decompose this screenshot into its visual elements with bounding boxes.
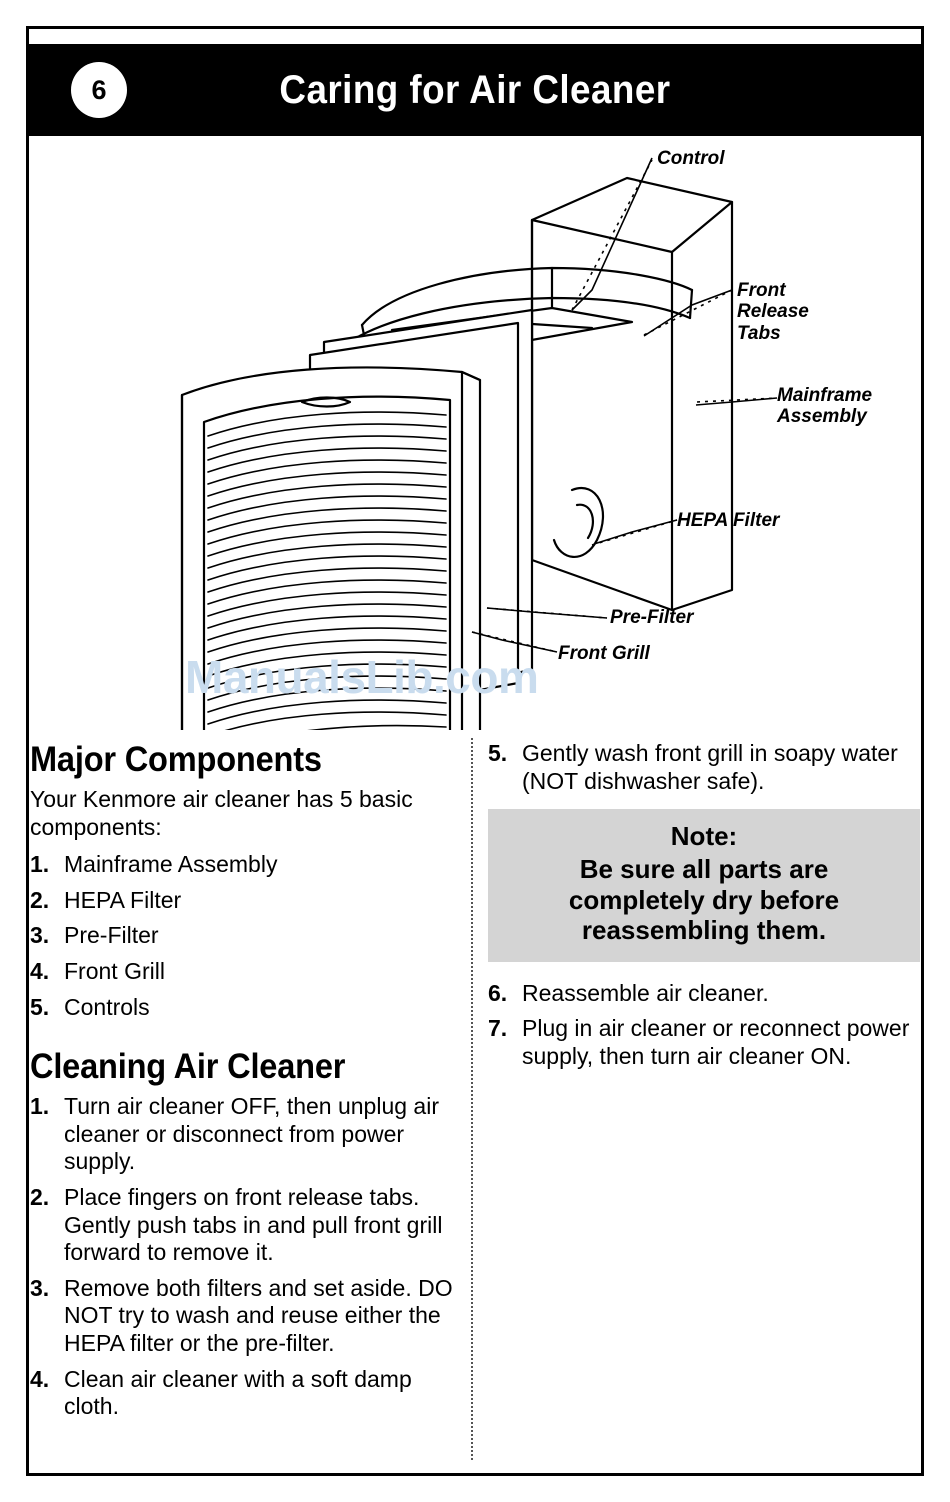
- page-header: [29, 44, 921, 136]
- callout-front-release-tabs-line3: Tabs: [737, 322, 781, 344]
- right-column: [488, 740, 920, 1079]
- callout-front-release-tabs: [737, 280, 809, 344]
- callout-hepa-filter: HEPA Filter: [677, 510, 780, 531]
- list-item-number: 4.: [30, 1365, 50, 1392]
- list-item-text: Turn air cleaner OFF, then unplug air cleaner or disconnect from power supply.: [64, 1093, 439, 1175]
- callout-front-release-tabs-line1: Front: [737, 280, 786, 301]
- list-item: [30, 1093, 460, 1176]
- callout-mainframe-line2: Assembly: [777, 406, 867, 428]
- list-item-number: 2.: [30, 886, 50, 913]
- list-item-text: HEPA Filter: [64, 886, 182, 913]
- note-line-2: completely dry before: [568, 884, 840, 915]
- list-item-text: Remove both filters and set aside. DO NOT try to wash and reuse either the HEPA filter or the pre-filter.: [64, 1274, 453, 1356]
- page-number-badge: 6: [71, 62, 127, 118]
- cleaning-steps-list: [30, 1093, 460, 1421]
- list-item-text: Place fingers on front release tabs. Gently push tabs in and pull front grill forward to remove it.: [64, 1183, 443, 1266]
- list-item-number: 4.: [30, 957, 50, 984]
- air-cleaner-exploded-diagram: [32, 140, 918, 730]
- list-item-number: 6.: [488, 979, 508, 1006]
- list-item: [30, 958, 460, 986]
- column-divider: [471, 738, 473, 1460]
- watermark: ManualsLib.com: [185, 651, 539, 703]
- list-item-number: 3.: [30, 922, 50, 949]
- cleaning-steps-final-list: [488, 980, 920, 1071]
- list-item: [30, 887, 460, 915]
- list-item-text: Mainframe Assembly: [64, 851, 278, 878]
- callout-control: Control: [657, 148, 725, 169]
- left-column: [30, 740, 460, 1429]
- cleaning-steps-continued-list: [488, 740, 920, 795]
- list-item: [488, 980, 920, 1008]
- callout-front-release-tabs-line2: Release: [737, 301, 809, 323]
- list-item: [30, 1275, 460, 1358]
- list-item: [30, 1184, 460, 1267]
- list-item-number: 3.: [30, 1274, 50, 1301]
- note-line-3: reassembling them.: [581, 915, 827, 946]
- list-item: [30, 994, 460, 1022]
- major-components-list: [30, 851, 460, 1021]
- list-item-number: 2.: [30, 1183, 50, 1210]
- air-cleaner-line-drawing: [32, 140, 918, 730]
- list-item-number: 7.: [488, 1015, 508, 1042]
- list-item-text: Gently wash front grill in soapy water (NOT dishwasher safe).: [522, 740, 898, 794]
- list-item-number: 1.: [30, 1093, 50, 1120]
- note-label: Note:: [670, 821, 738, 852]
- major-components-intro: Your Kenmore air cleaner has 5 basic components:: [30, 786, 413, 840]
- callout-pre-filter: Pre-Filter: [610, 607, 694, 628]
- page-title: Caring for Air Cleaner: [279, 67, 671, 112]
- list-item-number: 5.: [30, 993, 50, 1020]
- list-item-text: Pre-Filter: [64, 922, 159, 949]
- callout-front-grill: Front Grill: [558, 643, 650, 664]
- list-item: [30, 851, 460, 879]
- note-box: [488, 809, 920, 962]
- cleaning-air-cleaner-heading: Cleaning Air Cleaner: [30, 1047, 346, 1087]
- list-item-number: 5.: [488, 740, 508, 766]
- list-item-text: Plug in air cleaner or reconnect power supply, then turn air cleaner ON.: [522, 1015, 910, 1070]
- list-item-text: Controls: [64, 993, 150, 1020]
- list-item: [488, 1015, 920, 1070]
- major-components-heading: Major Components: [30, 740, 322, 779]
- callout-mainframe-assembly: [777, 385, 872, 428]
- callout-mainframe-line1: Mainframe: [777, 385, 873, 406]
- list-item-number: 1.: [30, 851, 50, 878]
- list-item-text: Reassemble air cleaner.: [522, 979, 769, 1006]
- list-item-text: Clean air cleaner with a soft damp cloth.: [64, 1365, 412, 1420]
- list-item: [488, 740, 920, 795]
- note-line-1: Be sure all parts are: [579, 853, 829, 884]
- list-item: [30, 922, 460, 950]
- list-item-text: Front Grill: [64, 957, 165, 984]
- list-item: [30, 1366, 460, 1421]
